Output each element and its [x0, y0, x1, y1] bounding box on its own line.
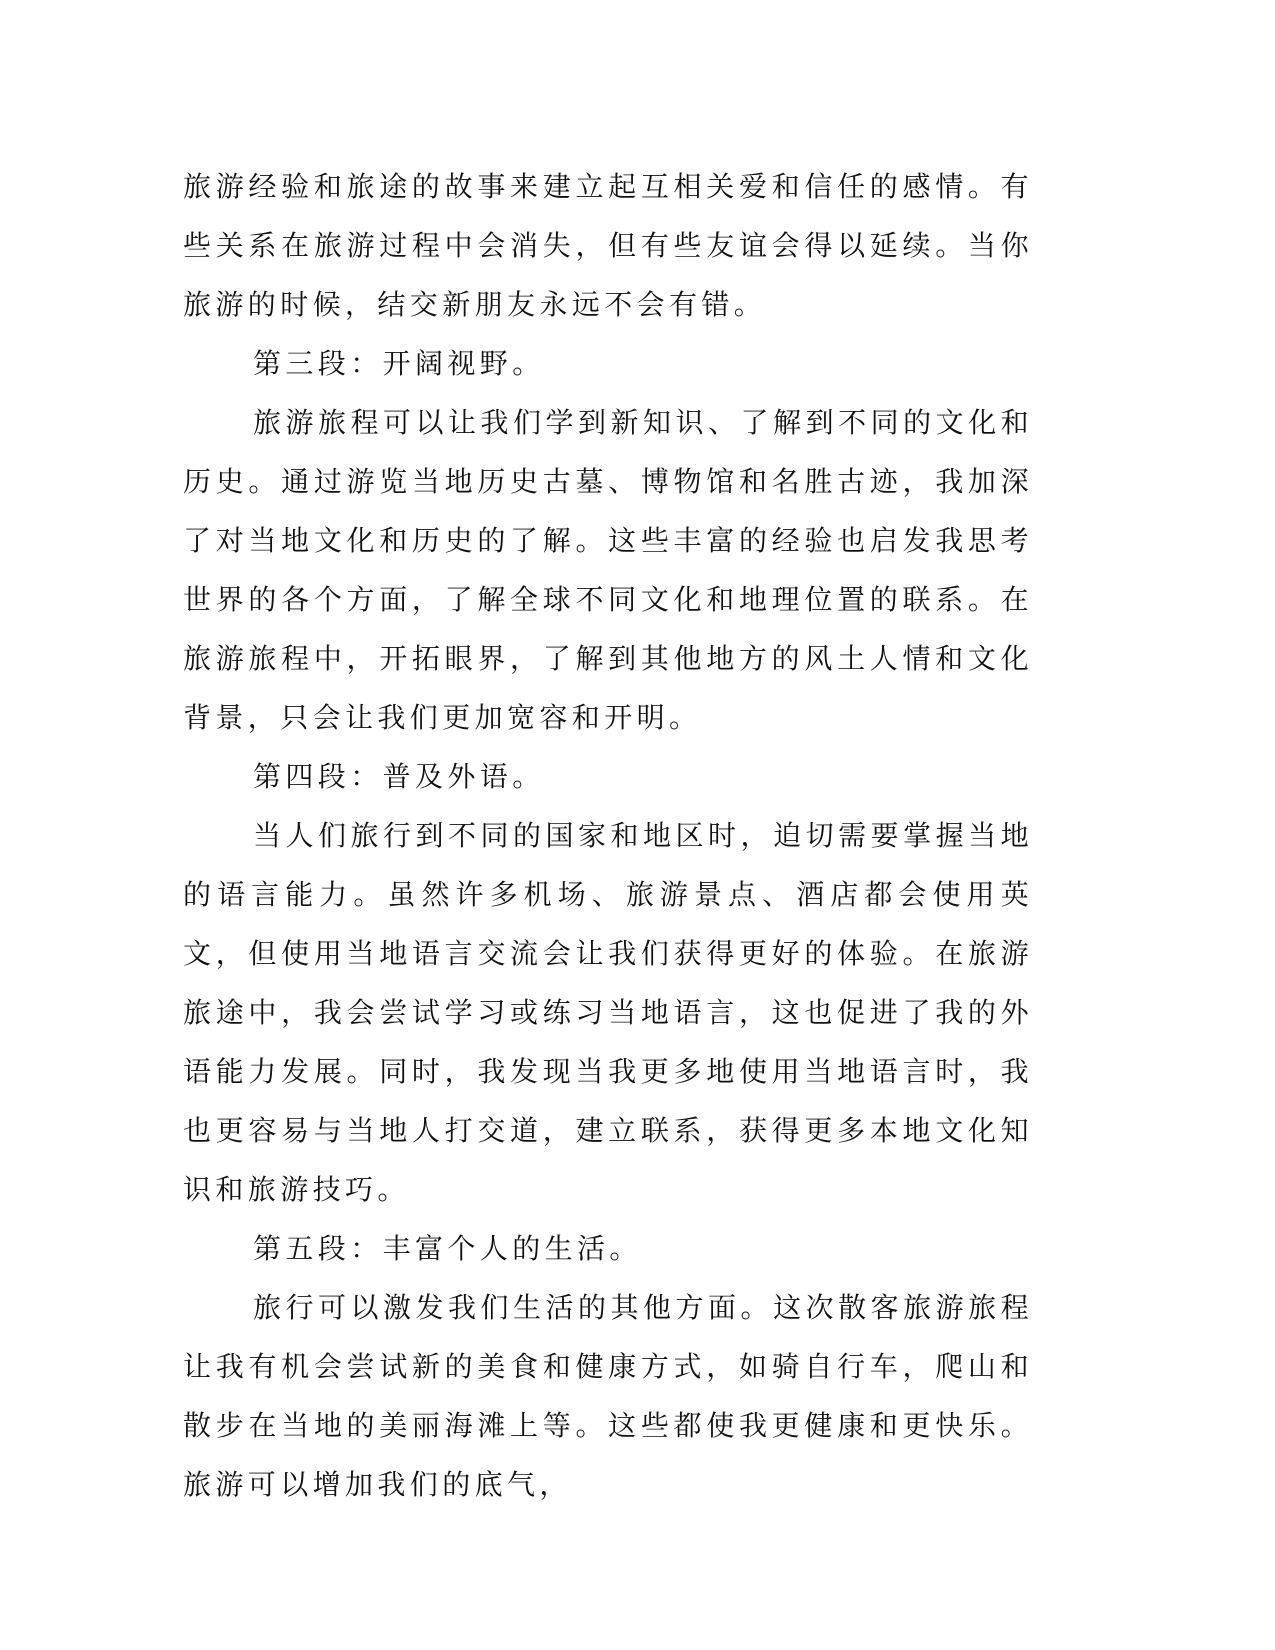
paragraph-broaden-horizons: 旅游旅程可以让我们学到新知识、了解到不同的文化和历史。通过游览当地历史古墓、博物馆和名胜古迹，我加深了对当地文化和历史的了解。这些丰富的经验也启发我思考世界的各个方面，了解全球不同文化和地理位置的联系。在旅游旅程中，开拓眼界，了解到其他地方的风土人情和文化背景，只会让我们更加宽容和开明。	[183, 406, 1033, 734]
section-heading-3: 第三段：开阔视野。	[253, 347, 545, 380]
paragraph-continuation: 旅游经验和旅途的故事来建立起互相关爱和信任的感情。有些关系在旅游过程中会消失，但有些友谊会得以延续。当你旅游的时候，结交新朋友永远不会有错。	[183, 170, 1033, 321]
section-heading-5: 第五段：丰富个人的生活。	[253, 1232, 642, 1265]
paragraph-foreign-language: 当人们旅行到不同的国家和地区时，迫切需要掌握当地的语言能力。虽然许多机场、旅游景点、酒店都会使用英文，但使用当地语言交流会让我们获得更好的体验。在旅游旅途中，我会尝试学习或练习当地语言，这也促进了我的外语能力发展。同时，我发现当我更多地使用当地语言时，我也更容易与当地人打交道，建立联系，获得更多本地文化知识和旅游技巧。	[183, 819, 1033, 1206]
document-body	[183, 157, 1033, 1514]
section-heading-4: 第四段：普及外语。	[253, 760, 545, 793]
paragraph-enrich-life: 旅行可以激发我们生活的其他方面。这次散客旅游旅程让我有机会尝试新的美食和健康方式，如骑自行车，爬山和散步在当地的美丽海滩上等。这些都使我更健康和更快乐。旅游可以增加我们的底气，	[183, 1291, 1033, 1501]
